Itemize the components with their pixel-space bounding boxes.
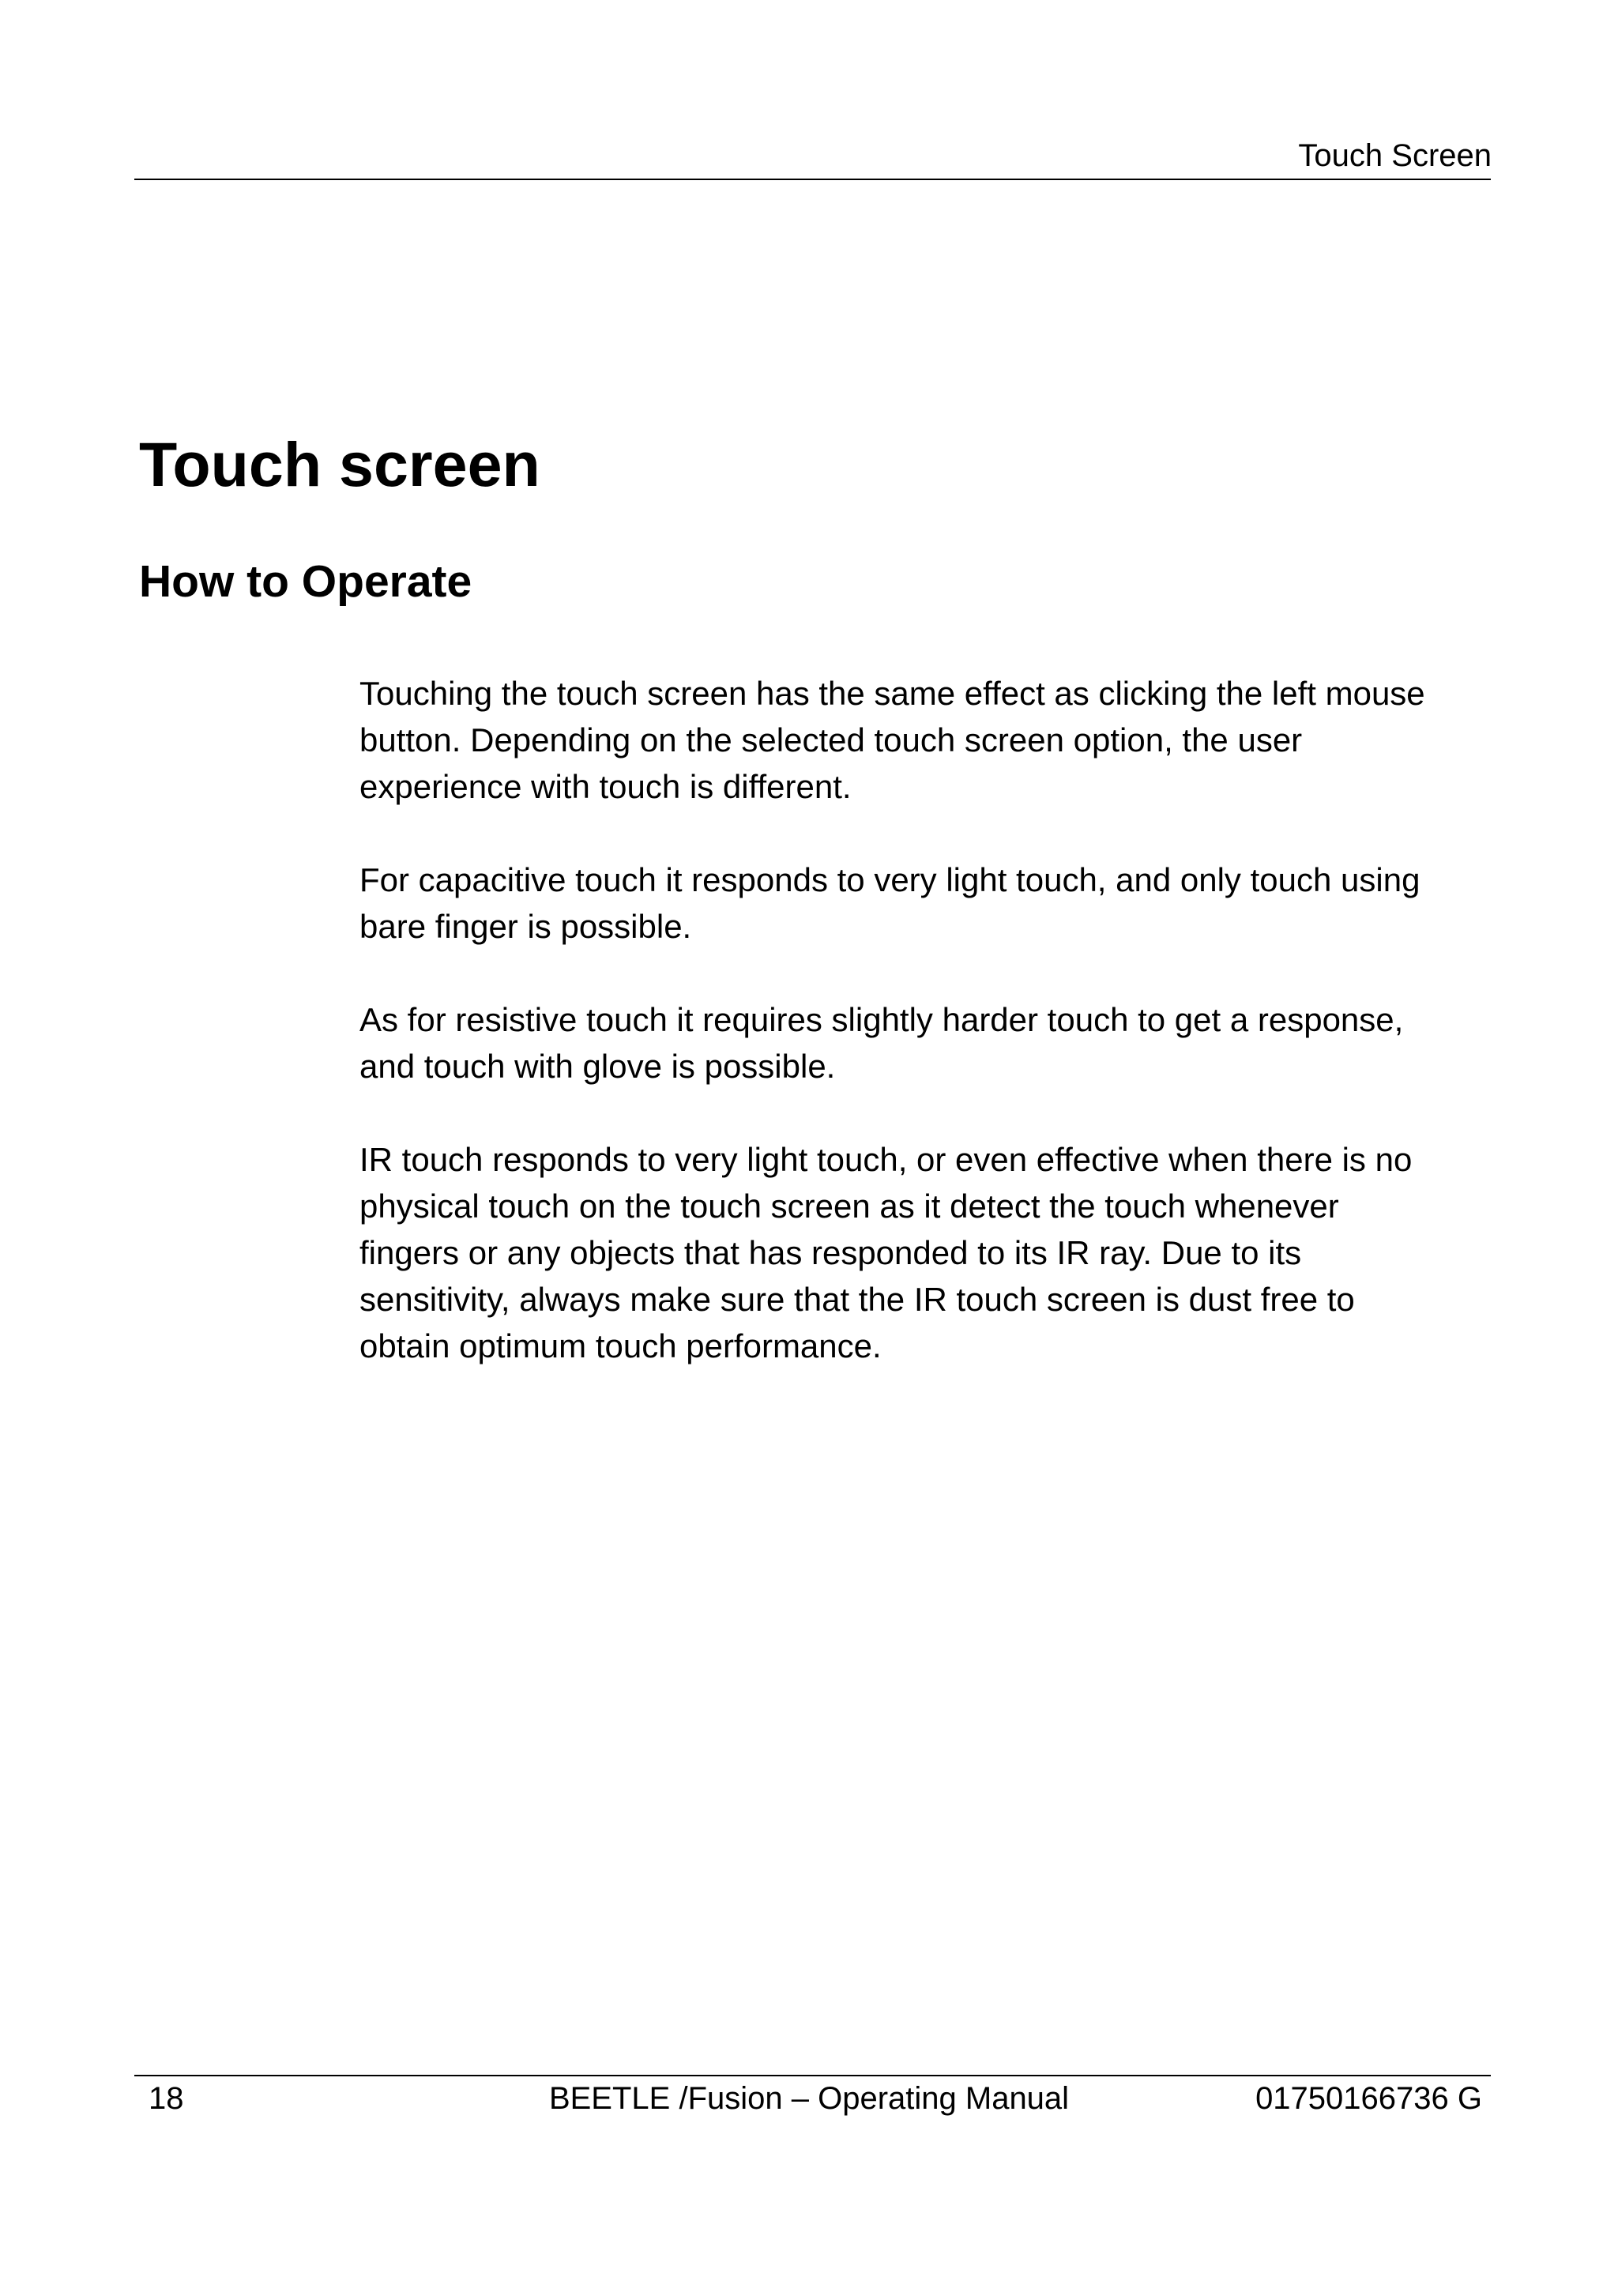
- paragraph-resistive: As for resistive touch it requires slightly harder touch to get a response, and touch with glove is possible.: [359, 1001, 1404, 1085]
- page-number: 18: [149, 2081, 184, 2116]
- paragraph-ir: IR touch responds to very light touch, or even effective when there is no physical touch on the touch screen as it detect the touch whenever fingers or any objects that has responded to its IR ray. Due to its sensitivity, always make sure that the IR touch screen is dust free to obtain optimum touch performance.: [359, 1141, 1413, 1364]
- section-title: How to Operate: [139, 556, 472, 607]
- body-text: [359, 670, 1497, 1416]
- paragraph-capacitive: For capacitive touch it responds to very light touch, and only touch using bare finger is possible.: [359, 861, 1420, 945]
- paragraph-touch-effect: Touching the touch screen has the same effect as clicking the left mouse button. Depending on the selected touch screen option, the user experience with touch is different.: [359, 675, 1425, 805]
- chapter-title: Touch screen: [139, 429, 540, 499]
- footer-manual-title: BEETLE /Fusion – Operating Manual: [548, 2081, 1070, 2116]
- footer-divider: [134, 2075, 1491, 2076]
- running-header: Touch Screen: [1298, 138, 1492, 173]
- header-divider: [134, 179, 1491, 180]
- footer-document-code: 01750166736 G: [1255, 2081, 1482, 2116]
